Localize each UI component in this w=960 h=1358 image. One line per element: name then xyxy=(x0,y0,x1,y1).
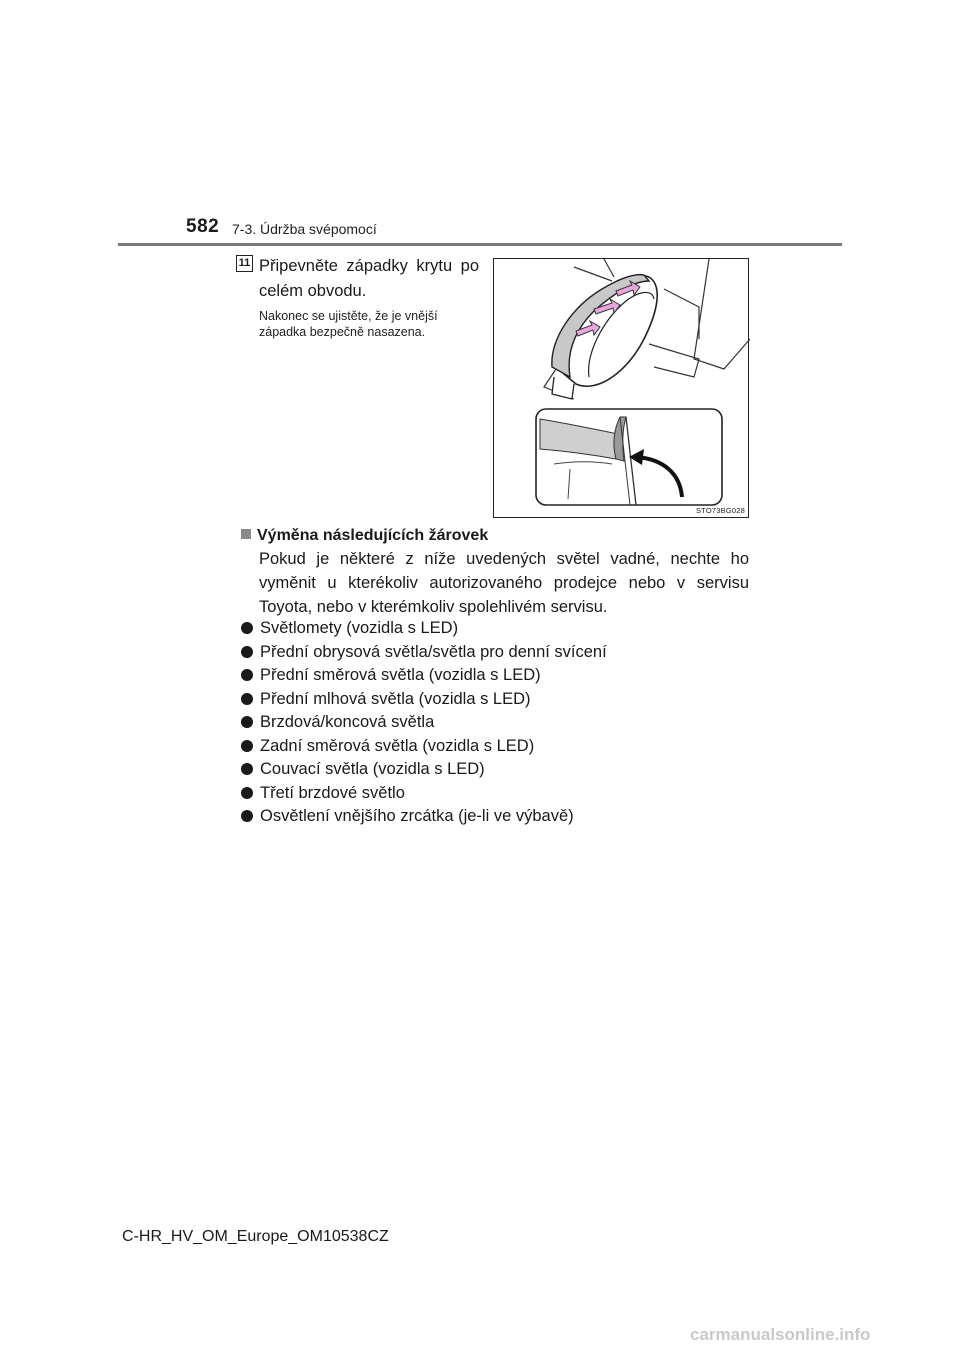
list-item: Osvětlení vnějšího zrcátka (je-li ve výbavě) xyxy=(241,805,607,829)
bullet-icon xyxy=(241,763,253,775)
illustration-code: STO73BG028 xyxy=(696,506,745,515)
section-paragraph: Pokud je některé z níže uvedených světel vadné, nechte ho vyměnit u kterékoliv autorizovaného prodejce nebo v servisu Toyota, nebo v kterémkoliv spolehlivém servisu. xyxy=(259,550,749,616)
list-item: Přední mlhová světla (vozidla s LED) xyxy=(241,688,607,712)
bulb-list xyxy=(241,617,607,829)
list-item: Brzdová/koncová světla xyxy=(241,711,607,735)
bullet-icon xyxy=(241,810,253,822)
bullet-icon xyxy=(241,740,253,752)
section-heading xyxy=(241,527,488,545)
mirror-drawing xyxy=(494,259,750,519)
bullet-icon xyxy=(241,716,253,728)
step-note: Nakonec se ujistěte, že je vnější západka bezpečně nasazena. xyxy=(259,309,438,339)
bullet-icon xyxy=(241,787,253,799)
list-item: Třetí brzdové světlo xyxy=(241,782,607,806)
list-item: Zadní směrová světla (vozidla s LED) xyxy=(241,735,607,759)
mirror-cover-illustration xyxy=(493,258,749,518)
list-item: Couvací světla (vozidla s LED) xyxy=(241,758,607,782)
bullet-icon xyxy=(241,693,253,705)
header-divider xyxy=(118,243,842,246)
watermark: carmanualsonline.info xyxy=(690,1325,871,1344)
list-item: Přední obrysová světla/světla pro denní svícení xyxy=(241,641,607,665)
section-heading-text: Výměna následujících žárovek xyxy=(257,527,489,544)
step-number-badge: 11 xyxy=(236,255,253,272)
step-instruction: Připevněte západky krytu po celém obvodu. xyxy=(259,257,479,300)
bullet-icon xyxy=(241,646,253,658)
document-code: C-HR_HV_OM_Europe_OM10538CZ xyxy=(122,1228,389,1245)
list-item: Světlomety (vozidla s LED) xyxy=(241,617,607,641)
list-item: Přední směrová světla (vozidla s LED) xyxy=(241,664,607,688)
bullet-icon xyxy=(241,669,253,681)
bullet-icon xyxy=(241,622,253,634)
section-title: 7-3. Údržba svépomocí xyxy=(232,221,377,237)
page-number: 582 xyxy=(186,216,220,237)
square-bullet-icon xyxy=(241,529,251,539)
